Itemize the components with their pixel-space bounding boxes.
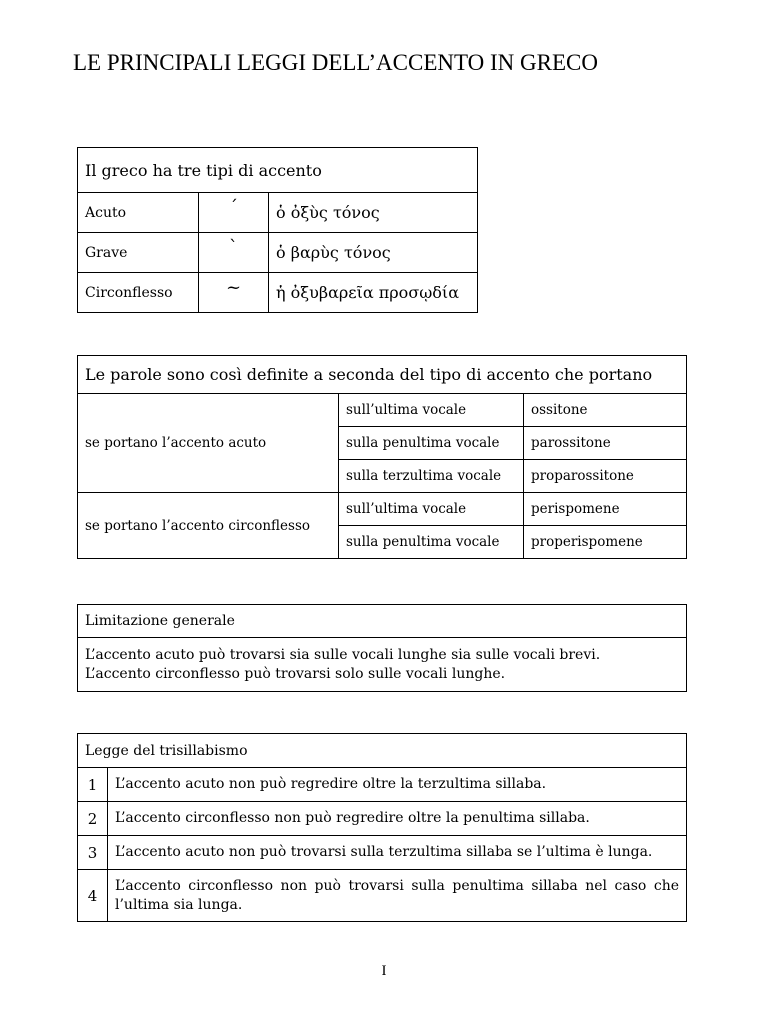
table-row bbox=[78, 233, 478, 273]
limitation-line: L’accento circonflesso può trovarsi solo sulle vocali lunghe. bbox=[85, 665, 506, 682]
rule-text: L’accento acuto non può trovarsi sulla terzultima sillaba se l’ultima è lunga. bbox=[108, 836, 687, 870]
general-limitation-body bbox=[78, 638, 687, 692]
accent-greek-term: ὁ βαρὺς τόνος bbox=[269, 233, 478, 273]
general-limitation-header: Limitazione generale bbox=[78, 605, 687, 638]
group-label-circumflex: se portano l’accento circonflesso bbox=[78, 493, 339, 559]
word-class-term: perispomene bbox=[524, 493, 687, 526]
table-row bbox=[78, 273, 478, 313]
word-classes-table bbox=[77, 355, 687, 559]
page-title: LE PRINCIPALI LEGGI DELL’ACCENTO IN GRECO bbox=[73, 50, 598, 75]
word-class-term: properispomene bbox=[524, 526, 687, 559]
word-class-term: ossitone bbox=[524, 394, 687, 427]
rule-number: 2 bbox=[78, 802, 108, 836]
table-row bbox=[78, 493, 687, 526]
table-row bbox=[78, 193, 478, 233]
trisyllabism-header: Legge del trisillabismo bbox=[78, 734, 687, 768]
accent-mark: ~ bbox=[199, 273, 269, 313]
accent-name: Grave bbox=[78, 233, 199, 273]
table-row bbox=[78, 802, 687, 836]
accent-types-table bbox=[77, 147, 478, 313]
group-label-acute: se portano l’accento acuto bbox=[78, 394, 339, 493]
table-row bbox=[78, 768, 687, 802]
rule-number: 1 bbox=[78, 768, 108, 802]
accent-name: Acuto bbox=[78, 193, 199, 233]
accent-greek-term: ὁ ὀξὺς τόνος bbox=[269, 193, 478, 233]
accent-mark: ` bbox=[199, 233, 269, 273]
word-class-term: proparossitone bbox=[524, 460, 687, 493]
rule-text: L’accento acuto non può regredire oltre la terzultima sillaba. bbox=[108, 768, 687, 802]
trisyllabism-table bbox=[77, 733, 687, 922]
rule-text: L’accento circonflesso non può trovarsi sulla penultima sillaba nel caso che l’ultima sia lunga. bbox=[108, 870, 687, 922]
table-row bbox=[78, 836, 687, 870]
accent-mark: ´ bbox=[199, 193, 269, 233]
accent-position: sull’ultima vocale bbox=[339, 493, 524, 526]
rule-number: 4 bbox=[78, 870, 108, 922]
table-row bbox=[78, 870, 687, 922]
page-number: I bbox=[381, 963, 387, 979]
accent-position: sull’ultima vocale bbox=[339, 394, 524, 427]
accent-position: sulla penultima vocale bbox=[339, 427, 524, 460]
limitation-line: L’accento acuto può trovarsi sia sulle vocali lunghe sia sulle vocali brevi. bbox=[85, 646, 601, 663]
accent-position: sulla penultima vocale bbox=[339, 526, 524, 559]
table-row bbox=[78, 394, 687, 427]
rule-number: 3 bbox=[78, 836, 108, 870]
accent-greek-term: ἡ ὀξυβαρεῖα προσῳδία bbox=[269, 273, 478, 313]
rule-text: L’accento circonflesso non può regredire oltre la penultima sillaba. bbox=[108, 802, 687, 836]
word-classes-header: Le parole sono così definite a seconda del tipo di accento che portano bbox=[78, 356, 687, 394]
accent-types-header: Il greco ha tre tipi di accento bbox=[78, 148, 478, 193]
general-limitation-table bbox=[77, 604, 687, 692]
accent-position: sulla terzultima vocale bbox=[339, 460, 524, 493]
accent-name: Circonflesso bbox=[78, 273, 199, 313]
word-class-term: parossitone bbox=[524, 427, 687, 460]
